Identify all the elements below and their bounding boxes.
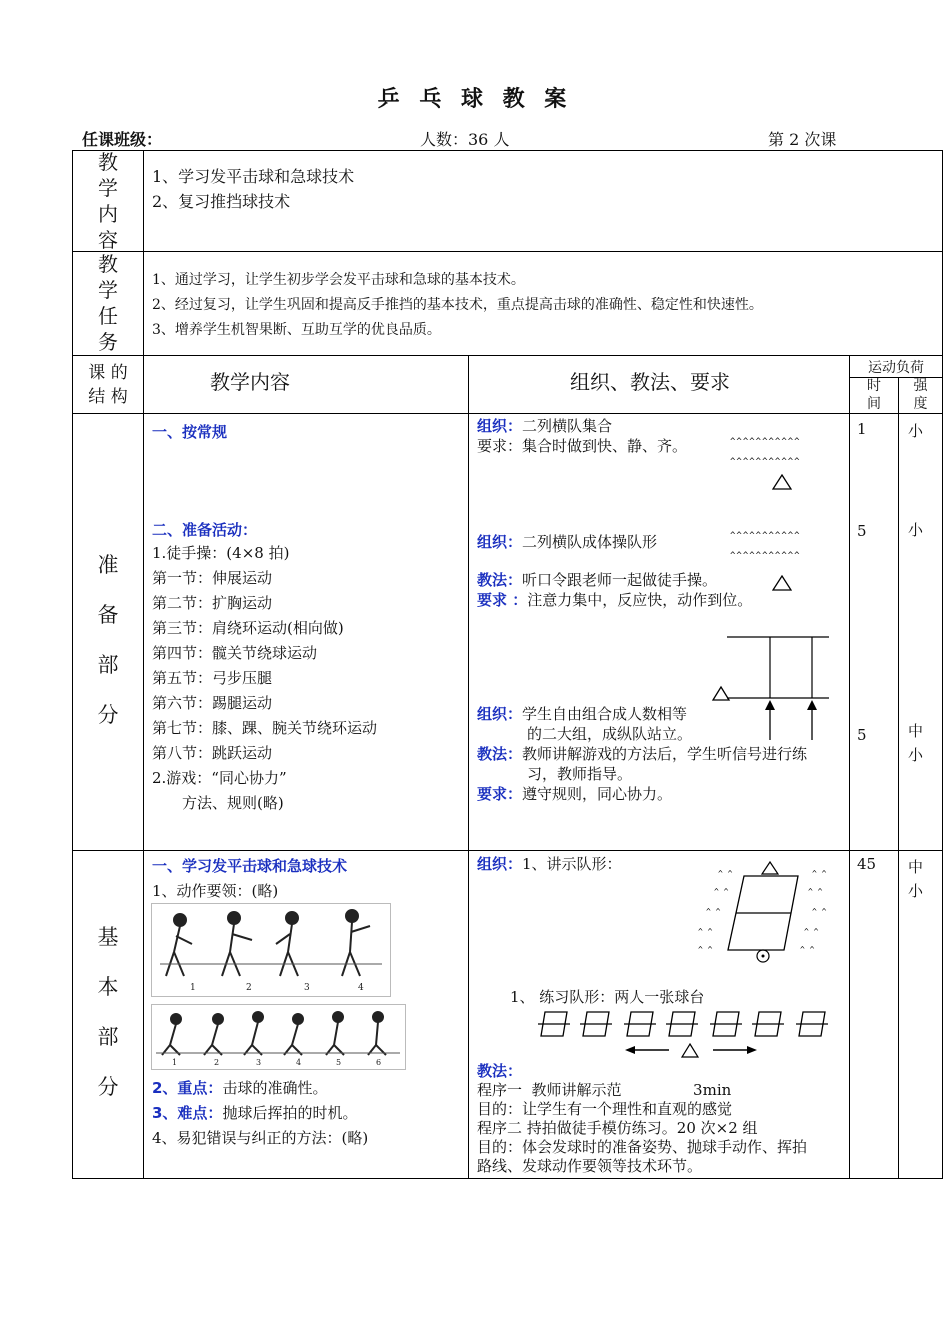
prep-method-2: 组织：二列横队成体操队形 xyxy=(477,533,658,551)
basic-label: 基 本 部 分 xyxy=(97,925,119,1099)
teaching-content: 1、学习发平击球和急球技术 2、复习推挡球技术 xyxy=(152,167,355,211)
prep-intensity-1: 小 xyxy=(908,422,924,440)
prep-method-3: 教法：听口令跟老师一起做徒手操。 要求 ：注意力集中，反应快，动作到位。 xyxy=(477,571,753,609)
intensity-header: 强 度 xyxy=(913,378,928,412)
basic-method-teaching: 教法： 程序一 教师讲解示范 3min 目的：让学生有一个理性和直观的感觉 程序二 持拍做徒手模仿练习。20 次×2 组 目的：体会发球时的准备姿势、抛球手动作、挥拍 路线、发球动作要领等技术环节。 xyxy=(477,1062,808,1175)
student-count: 人数：36 人 xyxy=(420,130,510,149)
practice-formation-diagram xyxy=(535,1008,835,1066)
serve-sequence-figure-2 xyxy=(151,1004,406,1070)
fig1-num: 4 xyxy=(358,983,364,993)
formation-dots-2: ^^^^^^^^^^^ ^^^^^^^^^^^ xyxy=(730,531,801,561)
fig1-num: 2 xyxy=(246,983,252,993)
prep-intensity-2: 小 xyxy=(908,521,924,539)
lesson-number: 第 2 次课 xyxy=(768,130,837,149)
teacher-triangle-icon xyxy=(772,474,792,490)
prep-label: 准 备 部 分 xyxy=(97,553,119,727)
row-label-content: 教 学 内 容 xyxy=(98,150,118,252)
prep-method-game: 组织：学生自由组合成人数相等 的二大组，成纵队站立。 教法：教师讲解游戏的方法后，学生听信号进行练 习，教师指导。 要求：遵守规则，同心协力。 xyxy=(477,705,808,803)
fig2-num: 6 xyxy=(376,1058,382,1067)
basic-time: 45 xyxy=(857,855,877,873)
fig2-num: 4 xyxy=(296,1058,302,1067)
student-mark: ^ ^ xyxy=(804,927,819,936)
prep-warmup-title: 二、准备活动： xyxy=(152,521,258,539)
teacher-triangle-icon xyxy=(772,575,792,591)
student-mark: ^ ^ xyxy=(812,869,827,878)
serve-sequence-figure-1 xyxy=(151,903,391,997)
prep-routine-title: 一、按常规 xyxy=(152,423,228,441)
content-header: 教学内容 xyxy=(210,370,290,394)
student-mark: ^ ^ xyxy=(808,887,823,896)
prep-time-3: 5 xyxy=(857,726,867,744)
fig2-num: 3 xyxy=(256,1058,262,1067)
basic-method-1: 组织：1、讲示队形： xyxy=(477,855,622,873)
time-header: 时 间 xyxy=(867,378,881,412)
student-mark: ^ ^ xyxy=(698,945,713,954)
formation-dots-1: ^^^^^^^^^^^ ^^^^^^^^^^^ xyxy=(730,437,801,467)
fig2-num: 5 xyxy=(336,1058,342,1067)
fig2-num: 2 xyxy=(214,1058,220,1067)
prep-intensity-3: 中 小 xyxy=(908,722,924,764)
student-mark: ^ ^ xyxy=(706,907,721,916)
prep-time-2: 5 xyxy=(857,522,867,540)
row-label-tasks: 教 学 任 务 xyxy=(98,252,118,354)
student-mark: ^ ^ xyxy=(812,907,827,916)
student-mark: ^ ^ xyxy=(718,869,733,878)
demo-formation-diagram xyxy=(690,858,840,968)
fig2-num: 1 xyxy=(172,1058,178,1067)
fig1-num: 1 xyxy=(190,983,196,993)
structure-header: 课 的 结 构 xyxy=(88,363,128,407)
basic-points: 2、重点：击球的准确性。 3、难点：抛球后挥拍的时机。 4、易犯错误与纠正的方法：(略) xyxy=(152,1079,369,1147)
class-label: 任课班级： xyxy=(82,130,163,149)
practice-formation-text: 1、 练习队形：两人一张球台 xyxy=(510,988,705,1006)
student-mark: ^ ^ xyxy=(800,945,815,954)
fig1-num: 3 xyxy=(304,983,310,993)
method-header: 组织、教法、要求 xyxy=(570,370,730,394)
teaching-tasks: 1、通过学习，让学生初步学会发平击球和急球的基本技术。 2、经过复习，让学生巩固和提高反手推挡的基本技术，重点提高击球的准确性、稳定性和快速性。 3、增养学生机智果断、互助互学的优良品质。 xyxy=(152,272,763,338)
basic-title: 一、学习发平击球和急球技术 xyxy=(152,857,348,875)
prep-method-1: 组织：二列横队集合 要求：集合时做到快、静、齐。 xyxy=(477,417,688,455)
basic-intensity: 中 小 xyxy=(908,858,924,900)
basic-subtitle: 1、动作要领：(略) xyxy=(152,882,279,900)
student-mark: ^ ^ xyxy=(698,927,713,936)
student-mark: ^ ^ xyxy=(714,887,729,896)
prep-time-1: 1 xyxy=(857,420,867,438)
page-title: 乒 乓 球 教 案 xyxy=(377,87,573,112)
prep-warmup-list: 1.徒手操：(4×8 拍) 第一节：伸展运动 第二节：扩胸运动 第三节：肩绕环运动(相向做) 第四节：髋关节绕球运动 第五节：弓步压腿 第六节：踢腿运动 第七节：膝、踝、腕关节绕环运动 第八节：跳跃运动 2.游戏：“同心协力” 方法、规则(略) xyxy=(152,544,378,812)
load-header: 运动负荷 xyxy=(868,360,924,376)
